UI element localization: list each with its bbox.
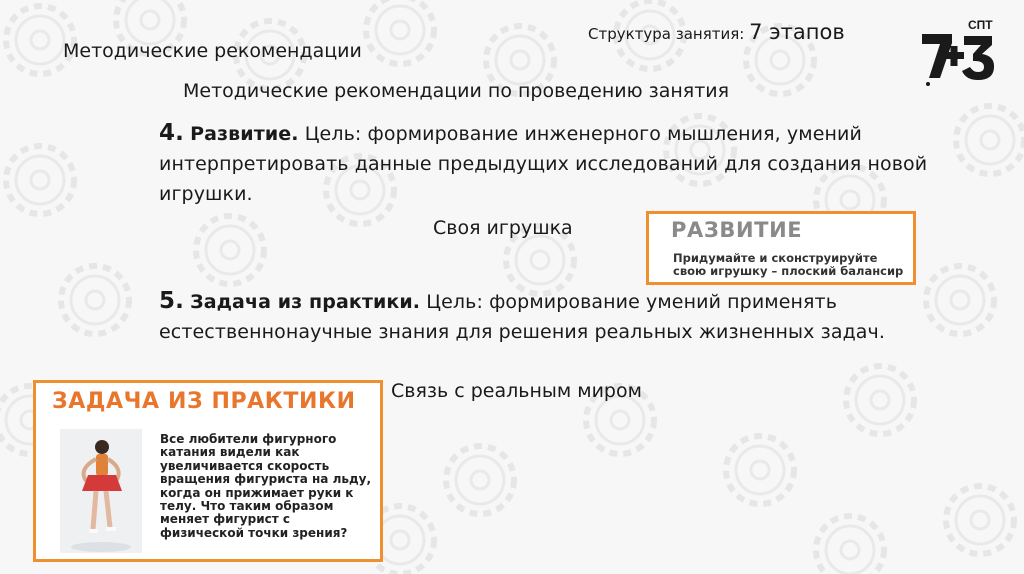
stage5-number: 5. — [159, 288, 184, 314]
stage4-name: Развитие. — [190, 123, 299, 145]
practice-card-text: Все любители фигурного катания видели как увеличивается скорость вращения фигуриста на льду, когда он прижимает руки к телу. Что таким образом меняет фигурист с физической точки зрения? — [160, 432, 372, 540]
development-card-text: Придумайте и сконструируйте свою игрушку – плоский балансир — [673, 251, 904, 278]
stage5-text: Цель: формирование умений применять естественнонаучные знания для решения реальных жизненных задач. — [159, 291, 886, 343]
stage4-number: 4. — [159, 120, 184, 146]
stage5-caption: Связь с реальным миром — [391, 380, 642, 402]
stage5-paragraph — [159, 286, 959, 347]
practice-card-heading: ЗАДАЧА ИЗ ПРАКТИКИ — [52, 389, 356, 414]
logo-tag: СПТ — [968, 18, 993, 32]
slide-subtitle: Методические рекомендации по проведению занятия — [183, 80, 730, 102]
spt-logo-icon — [918, 16, 998, 86]
stage5-name: Задача из практики. — [190, 291, 421, 313]
stage4-text: Цель: формирование инженерного мышления, умений интерпретировать данные предыдущих исследований для создания новой игрушки. — [159, 123, 928, 205]
lesson-structure — [588, 20, 845, 44]
structure-label: Структура занятия: — [588, 25, 745, 43]
stage4-caption: Своя игрушка — [433, 217, 573, 239]
slide-title: Методические рекомендации — [63, 40, 362, 62]
practice-task-card — [33, 380, 383, 562]
structure-count: 7 этапов — [749, 20, 845, 44]
stage4-paragraph — [159, 118, 939, 209]
development-card — [646, 211, 916, 285]
figure-skater-photo-icon — [60, 429, 142, 553]
development-card-heading: РАЗВИТИЕ — [671, 218, 803, 242]
